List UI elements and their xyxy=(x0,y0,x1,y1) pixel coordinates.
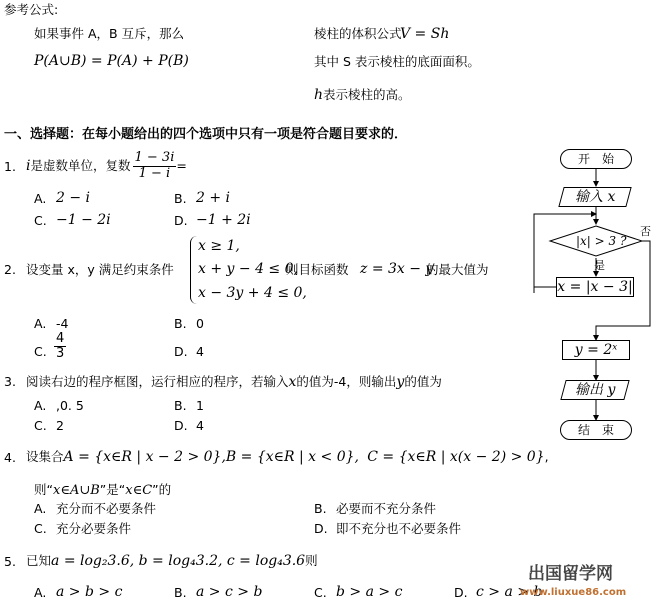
flowchart-assign xyxy=(556,277,634,297)
q5-opt-a-letter: A. xyxy=(34,585,47,600)
q4-then-a: 则“ xyxy=(34,482,53,497)
q5-opt-d-value: c > a > b xyxy=(476,584,543,600)
section-title: 一、选择题：在每小题给出的四个选项中只有一项是符合题目要求的． xyxy=(4,127,408,142)
q4-opt-c-value: 充分必要条件 xyxy=(56,521,132,536)
q1-opt-c-value: −1 − 2i xyxy=(56,212,111,228)
q4-set-c: C = {x∈R | x(x − 2) > 0} xyxy=(367,449,545,465)
q4-comma-1: , xyxy=(221,449,226,465)
q4-stem xyxy=(26,450,549,464)
q2-opt-d-letter: D. xyxy=(174,344,188,359)
q3-y-var: y xyxy=(396,374,405,390)
flowchart-compute-label: y = 2ˣ xyxy=(574,342,618,358)
ref-event-text: 如果事件 A，B 互斥，那么 xyxy=(34,26,185,41)
q1-eq: = xyxy=(176,157,187,173)
q2-constraint-2: x + y − 4 ≤ 0, xyxy=(198,261,298,277)
q2-opt-b-value: 0 xyxy=(196,316,204,331)
q3-text-a: 阅读右边的程序框图，运行相应的程序，若输入 xyxy=(26,374,289,389)
flowchart-cond-label: |x| > 3 ? xyxy=(576,234,627,248)
q1-i-var: i xyxy=(26,158,31,174)
q2-number: 2. xyxy=(4,262,16,277)
q4-comma-2: , xyxy=(354,449,359,465)
q4-then-e: ”的 xyxy=(152,482,172,497)
q4-then-b: x∈A∪B xyxy=(52,483,100,498)
q4-opt-a-value: 充分而不必要条件 xyxy=(56,501,157,516)
ref-prism-text: 棱柱的体积公式 xyxy=(314,26,402,41)
q3-opt-b-value: 1 xyxy=(196,398,204,413)
q3-x-var: x xyxy=(288,374,297,390)
ref-h-line xyxy=(314,88,411,102)
flowchart-input-label: 输入 x xyxy=(574,189,616,205)
q2-opt-c-fraction xyxy=(54,332,66,362)
watermark-cn: 出国留学网 xyxy=(528,564,613,584)
flowchart-start xyxy=(560,149,632,169)
q2-constraint-1: x ≥ 1, xyxy=(198,238,240,254)
q3-opt-a-letter: A. xyxy=(34,398,47,413)
q5-opt-c-letter: C. xyxy=(314,585,327,600)
flowchart-output-label: 输出 y xyxy=(574,382,616,398)
flowchart-start-label: 开 始 xyxy=(577,152,614,166)
q4-opt-d-value: 即不充分也不必要条件 xyxy=(336,521,462,536)
q4-set-a: A = {x∈R | x − 2 > 0} xyxy=(63,449,222,465)
q4-text-pre: 设集合 xyxy=(26,449,64,464)
q4-opt-b-value: 必要而不充分条件 xyxy=(336,501,437,516)
q5-opt-b-letter: B. xyxy=(174,585,187,600)
ref-prism-formula: V = Sh xyxy=(400,26,450,42)
q4-then-c: ”是“ xyxy=(99,482,126,497)
q4-opt-b-letter: B. xyxy=(314,501,327,516)
q4-number: 4. xyxy=(4,450,16,465)
q2-opt-c-num: 4 xyxy=(56,331,65,346)
q2-objective: z = 3x − y xyxy=(360,261,434,277)
q5-expr: a = log₂3.6, b = log₄3.2, c = log₄3.6 xyxy=(51,553,306,569)
q1-opt-c-letter: C. xyxy=(34,213,47,228)
q1-opt-d-letter: D. xyxy=(174,213,188,228)
q3-text-b: 的值为-4，则输出 xyxy=(296,374,397,389)
q2-opt-a-value: -4 xyxy=(56,316,69,331)
flowchart-output xyxy=(560,380,629,400)
q4-opt-a-letter: A. xyxy=(34,501,47,516)
q1-frac-den: 1 − i xyxy=(138,165,171,181)
q1-number: 1. xyxy=(4,159,16,174)
q2-opt-c-den: 3 xyxy=(56,346,65,362)
q5-number: 5. xyxy=(4,554,16,569)
flowchart-no-label: 否 xyxy=(640,225,651,238)
ref-h-text: 表示棱柱的高。 xyxy=(323,87,411,102)
q3-opt-b-letter: B. xyxy=(174,398,187,413)
flowchart-input xyxy=(558,187,631,207)
q3-text-c: 的值为 xyxy=(404,374,442,389)
q2-opt-b-letter: B. xyxy=(174,316,187,331)
q2-text-pre: 设变量 x，y 满足约束条件 xyxy=(26,262,174,277)
watermark-url: www.liuxue86.com xyxy=(520,587,627,598)
flowchart-compute xyxy=(562,340,630,360)
q2-opt-d-value: 4 xyxy=(196,344,204,359)
flowchart-end xyxy=(560,420,632,440)
q1-fraction xyxy=(133,151,177,181)
q5-opt-b-value: a > c > b xyxy=(196,584,263,600)
q1-text: 是虚数单位，复数 xyxy=(30,157,131,173)
q5-stem xyxy=(26,554,318,568)
q2-opt-c-letter: C. xyxy=(34,344,47,359)
q3-opt-d-value: 4 xyxy=(196,418,204,433)
ref-title: 参考公式: xyxy=(4,2,59,17)
q3-opt-c-value: 2 xyxy=(56,418,64,433)
ref-h-var: h xyxy=(314,87,324,103)
q1-opt-b-value: 2 + i xyxy=(196,190,231,206)
q2-brace xyxy=(190,236,197,304)
q2-text-post: 的最大值为 xyxy=(426,262,489,277)
q4-opt-c-letter: C. xyxy=(34,521,47,536)
q3-opt-c-letter: C. xyxy=(34,418,47,433)
q2-opt-a-letter: A. xyxy=(34,316,47,331)
flowchart-yes-label: 是 xyxy=(594,259,605,272)
q1-opt-d-value: −1 + 2i xyxy=(196,212,251,228)
q5-text-post: 则 xyxy=(305,553,318,568)
q2-text-mid: 则目标函数 xyxy=(286,262,349,277)
q3-number: 3. xyxy=(4,374,16,389)
flowchart-end-label: 结 束 xyxy=(577,423,614,437)
q5-opt-a-value: a > b > c xyxy=(56,584,123,600)
q1-opt-a-letter: A. xyxy=(34,191,47,206)
flowchart-assign-label: x = |x − 3| xyxy=(557,279,633,295)
q3-opt-d-letter: D. xyxy=(174,418,188,433)
q4-set-b: B = {x∈R | x < 0} xyxy=(225,449,355,465)
q3-opt-a-value: ,0. 5 xyxy=(56,398,84,413)
ref-s-text: 其中 S 表示棱柱的底面面积。 xyxy=(314,54,480,69)
q4-then xyxy=(34,484,171,497)
ref-event-formula: P(A∪B) = P(A) + P(B) xyxy=(34,53,189,69)
q1-stem xyxy=(26,148,187,184)
q5-opt-c-value: b > a > c xyxy=(336,584,403,600)
q1-opt-a-value: 2 − i xyxy=(56,190,91,206)
q4-comma-3: , xyxy=(544,449,549,464)
q1-frac-num: 1 − 3i xyxy=(134,150,175,166)
q4-opt-d-letter: D. xyxy=(314,521,328,536)
q4-then-d: x∈C xyxy=(125,483,153,498)
q2-constraint-3: x − 3y + 4 ≤ 0, xyxy=(198,285,307,301)
q3-stem xyxy=(26,375,442,389)
q5-text-pre: 已知 xyxy=(26,553,52,568)
q1-opt-b-letter: B. xyxy=(174,191,187,206)
q5-opt-d-letter: D. xyxy=(454,585,468,600)
